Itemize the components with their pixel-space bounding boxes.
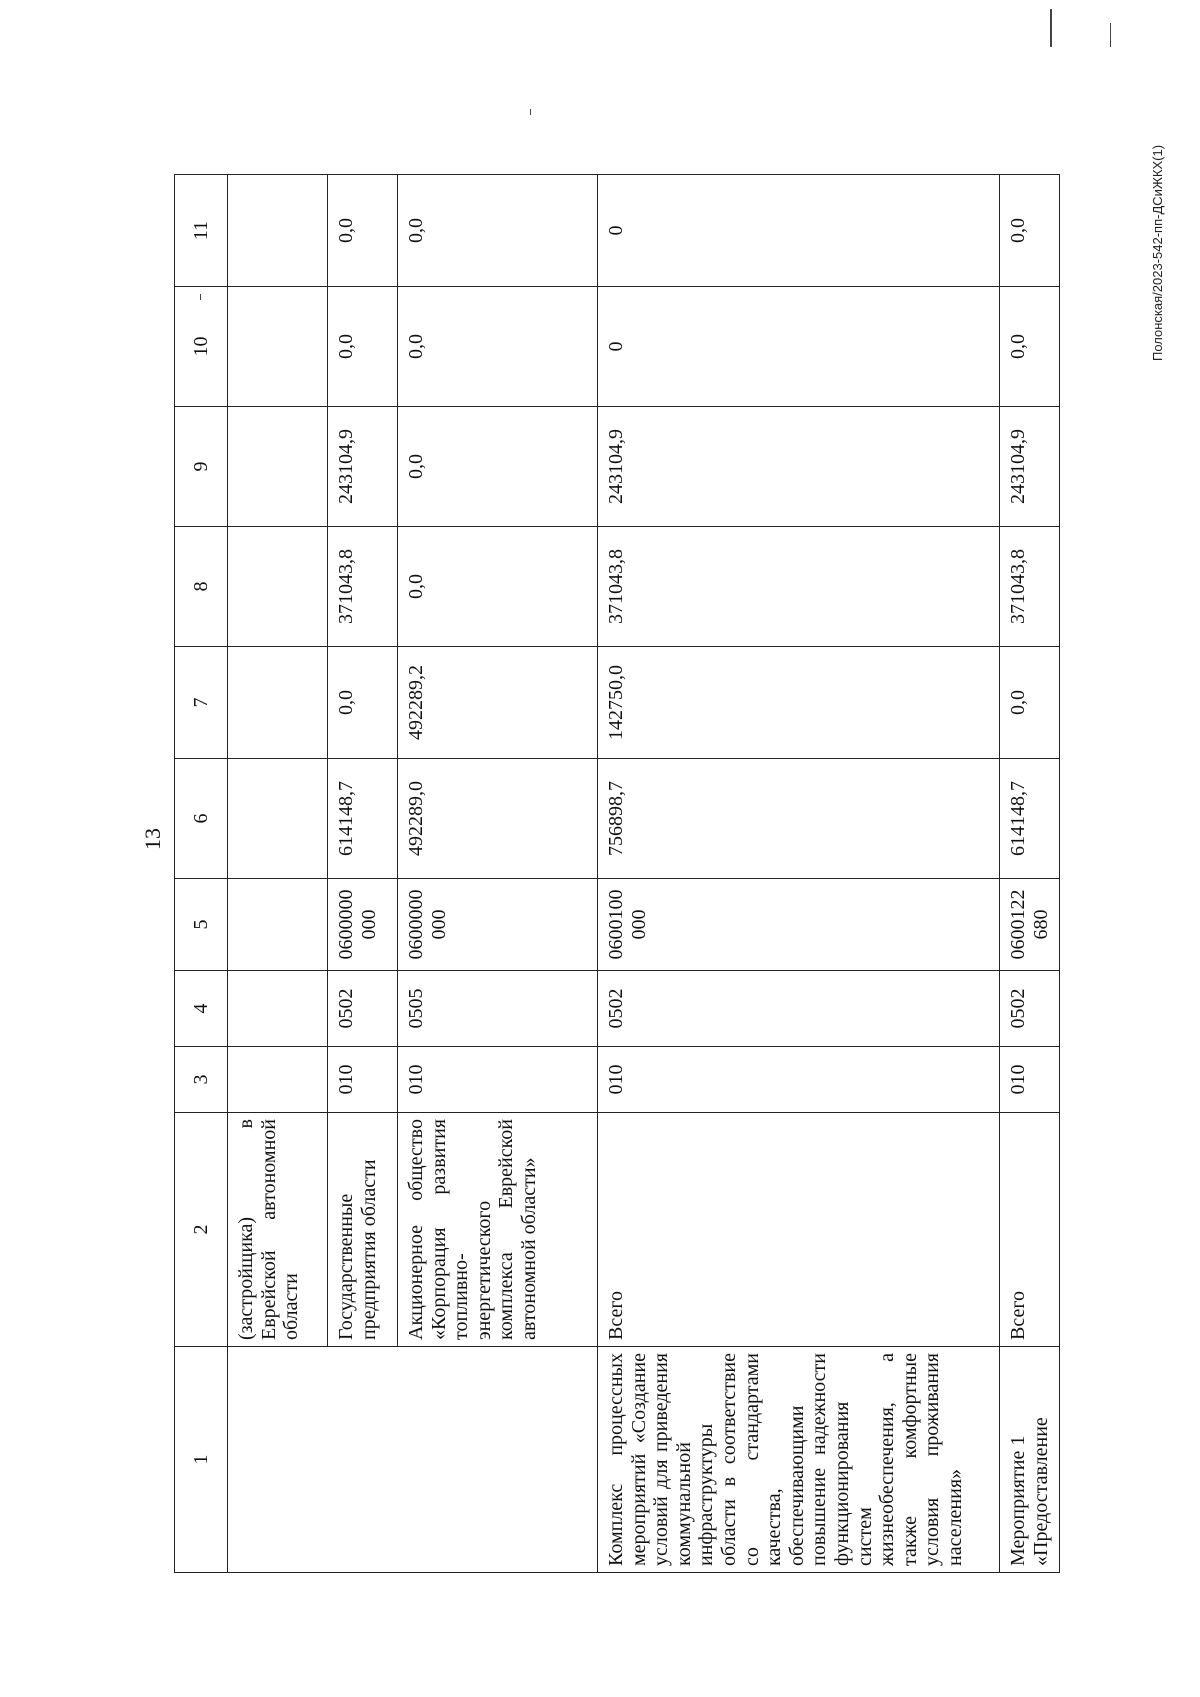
cell-total: 492289,0 (398, 759, 598, 879)
cell-year-9: 243104,9 (328, 407, 398, 527)
column-number: 6 (175, 759, 228, 879)
scan-mark (1050, 9, 1052, 47)
cell-year-10: 0 (598, 287, 1000, 407)
row-executor-cell: Всего (598, 1113, 1000, 1347)
cell-csr: 0600122680 (1000, 879, 1060, 971)
row-executor-cell: Всего (1000, 1113, 1060, 1347)
cell-year-9: 243104,9 (1000, 407, 1060, 527)
column-number: 10 (175, 287, 228, 407)
cell-year-10 (228, 287, 328, 407)
cell-year-8: 371043,8 (328, 527, 398, 647)
scan-mark (1110, 23, 1111, 47)
column-number: 3 (175, 1047, 228, 1113)
cell-year-11: 0 (598, 175, 1000, 287)
cell-year-9 (228, 407, 328, 527)
row-program-cell: Мероприятие 1 «Предоставление (1000, 1347, 1060, 1573)
table-row (1000, 175, 1060, 1573)
cell-csr: 0600100000 (598, 879, 1000, 971)
column-number: 11 (175, 175, 228, 287)
cell-year-7 (228, 647, 328, 759)
column-number: 5 (175, 879, 228, 971)
cell-total: 614148,7 (328, 759, 398, 879)
budget-table (174, 174, 1060, 1573)
column-number: 7 (175, 647, 228, 759)
column-number: 2 (175, 1113, 228, 1347)
cell-year-11: 0,0 (398, 175, 598, 287)
cell-rzpr: 0502 (1000, 971, 1060, 1047)
cell-year-11 (228, 175, 328, 287)
cell-grbs: 010 (1000, 1047, 1060, 1113)
cell-year-7: 492289,2 (398, 647, 598, 759)
cell-year-8: 0,0 (398, 527, 598, 647)
cell-year-10: 0,0 (1000, 287, 1060, 407)
column-number: 8 (175, 527, 228, 647)
cell-year-7: 0,0 (1000, 647, 1060, 759)
row-executor-cell: Акционерное общество «Корпорация развития топливно-энергетического комплекса Еврейской автономной области» (398, 1113, 598, 1347)
cell-year-7: 0,0 (328, 647, 398, 759)
cell-total (228, 759, 328, 879)
scan-mark (530, 109, 531, 115)
cell-csr: 0600000000 (398, 879, 598, 971)
table-row (598, 175, 1000, 1573)
cell-year-10: 0,0 (328, 287, 398, 407)
cell-year-9: 0,0 (398, 407, 598, 527)
page-number: 13 (140, 828, 165, 850)
cell-rzpr: 0502 (328, 971, 398, 1047)
cell-year-7: 142750,0 (598, 647, 1000, 759)
cell-csr (228, 879, 328, 971)
cell-year-11: 0,0 (328, 175, 398, 287)
column-number: 9 (175, 407, 228, 527)
row-executor-cell: (застройщика) в Еврейской автономной области (228, 1113, 328, 1347)
cell-year-10: 0,0 (398, 287, 598, 407)
column-number-row (175, 175, 228, 1573)
cell-grbs: 010 (328, 1047, 398, 1113)
cell-rzpr (228, 971, 328, 1047)
cell-grbs: 010 (398, 1047, 598, 1113)
cell-year-11: 0,0 (1000, 175, 1060, 287)
cell-year-8: 371043,8 (1000, 527, 1060, 647)
cell-rzpr: 0505 (398, 971, 598, 1047)
cell-grbs: 010 (598, 1047, 1000, 1113)
column-number: 1 (175, 1347, 228, 1573)
cell-rzpr: 0502 (598, 971, 1000, 1047)
document-code: Полонская/2023-542-пп-ДСиЖКХ(1) (1150, 144, 1165, 361)
cell-total: 756898,7 (598, 759, 1000, 879)
row-program-cell (228, 1347, 598, 1573)
cell-csr: 0600000000 (328, 879, 398, 971)
cell-year-8: 371043,8 (598, 527, 1000, 647)
table-row (228, 175, 328, 1573)
cell-grbs (228, 1047, 328, 1113)
column-number: 4 (175, 971, 228, 1047)
row-executor-cell: Государственные предприятия области (328, 1113, 398, 1347)
cell-total: 614148,7 (1000, 759, 1060, 879)
cell-year-8 (228, 527, 328, 647)
scan-mark (200, 294, 201, 300)
row-program-cell: Комплекс процессных мероприятий «Создание условий для приведения коммунальной инфраструктуры области в соответствие со стандартами качества, обеспечивающими повышение надежности функционирования систем жизнеобеспечения, а также комфортные условия проживания населения» (598, 1347, 1000, 1573)
cell-year-9: 243104,9 (598, 407, 1000, 527)
